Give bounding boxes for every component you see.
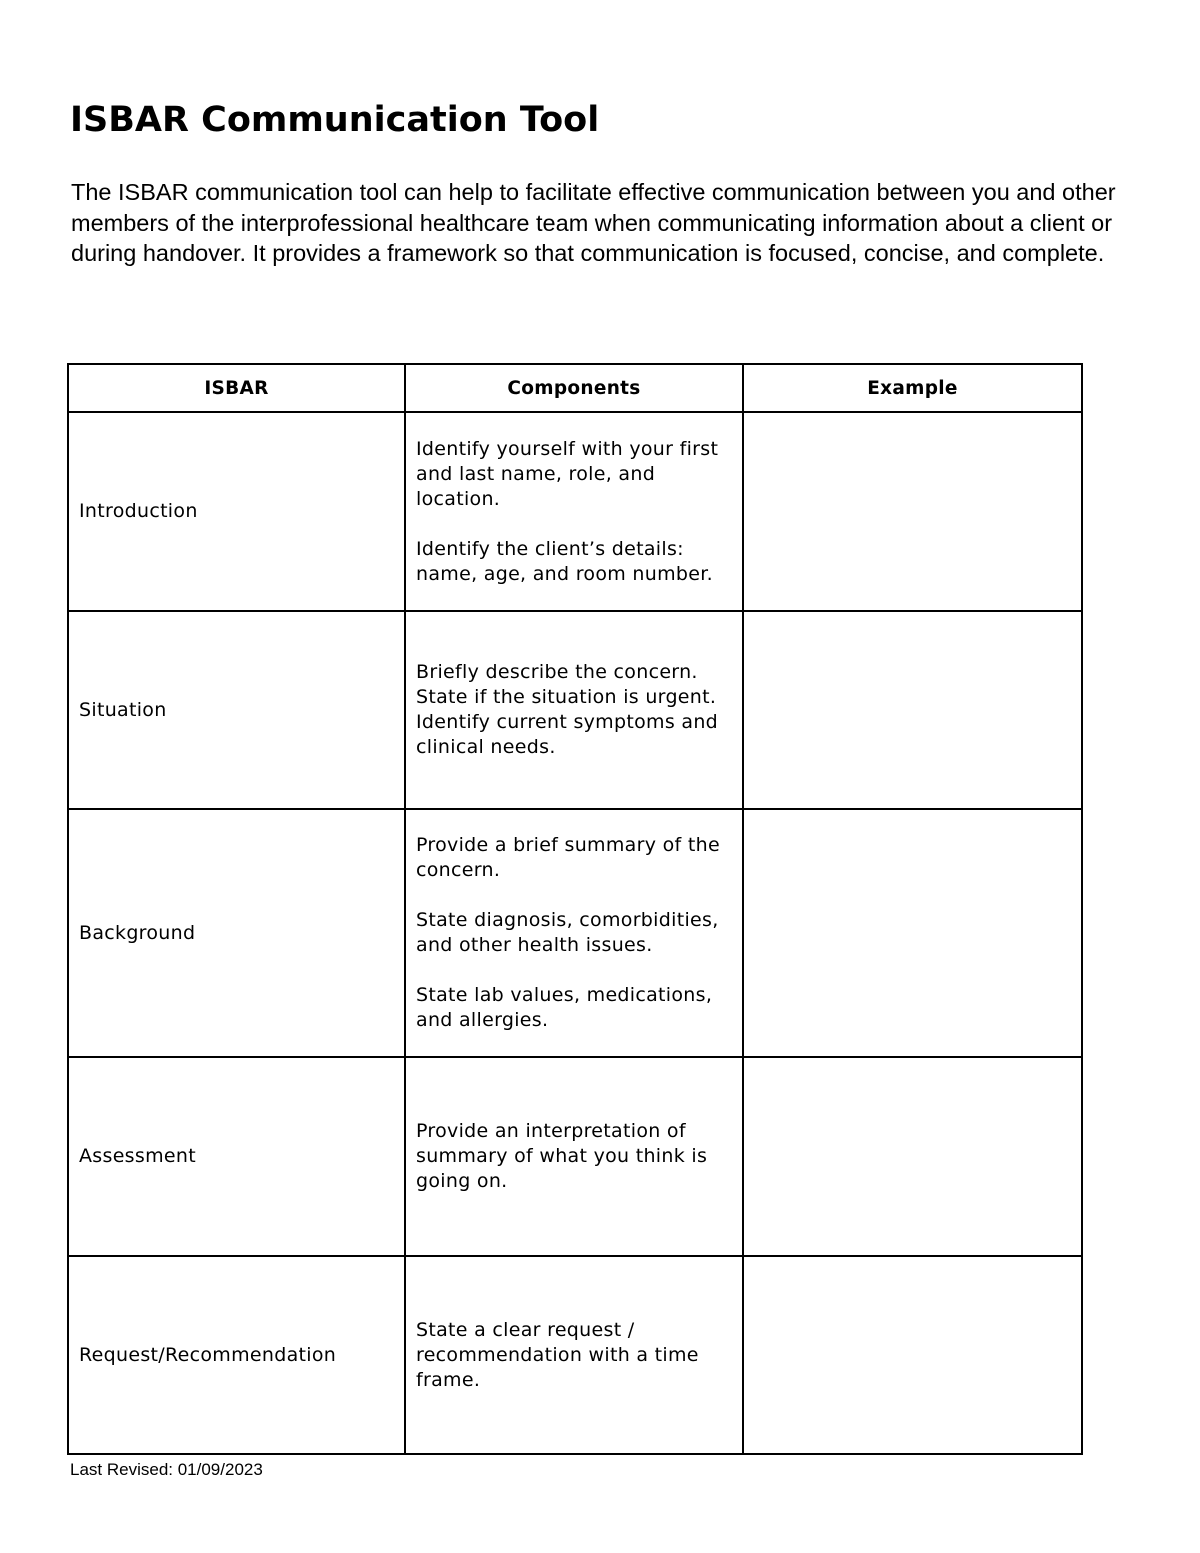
row-components <box>405 611 743 809</box>
table-row-assessment <box>68 1057 1082 1256</box>
component-text: Provide a brief summary of the concern. <box>416 834 720 881</box>
row-label: Introduction <box>68 412 405 611</box>
example-cell[interactable] <box>743 1057 1082 1256</box>
row-label: Situation <box>68 611 405 809</box>
table-row-situation <box>68 611 1082 809</box>
table-row-background <box>68 809 1082 1057</box>
example-cell[interactable] <box>743 1256 1082 1454</box>
component-text: State lab values, medications, and allergies. <box>416 984 713 1031</box>
header-components: Components <box>405 364 743 412</box>
example-cell[interactable] <box>743 611 1082 809</box>
header-example: Example <box>743 364 1082 412</box>
last-revised-footer: Last Revised: 01/09/2023 <box>70 1460 263 1479</box>
row-label: Assessment <box>68 1057 405 1256</box>
isbar-table <box>67 363 1083 1455</box>
component-text: Provide an interpretation of summary of what you think is going on. <box>416 1120 708 1192</box>
row-components <box>405 412 743 611</box>
table-row-request-recommendation <box>68 1256 1082 1454</box>
component-text: Identify the client’s details: name, age, and room number. <box>416 537 713 585</box>
example-cell[interactable] <box>743 412 1082 611</box>
example-cell[interactable] <box>743 809 1082 1057</box>
table-header-row <box>68 364 1082 412</box>
table-row-introduction <box>68 412 1082 611</box>
component-text: State a clear request / recommendation with a time frame. <box>416 1318 699 1391</box>
row-label: Request/Recommendation <box>68 1256 405 1454</box>
component-text: Identify current symptoms and clinical needs. <box>416 711 719 758</box>
row-components <box>405 809 743 1057</box>
row-label: Background <box>68 809 405 1057</box>
page-title: ISBAR Communication Tool <box>70 100 600 140</box>
component-text: State if the situation is urgent. <box>416 686 717 708</box>
component-text: State diagnosis, comorbidities, and other health issues. <box>416 909 719 956</box>
row-components <box>405 1256 743 1454</box>
component-text: Identify yourself with your first and last name, role, and location. <box>416 437 719 510</box>
header-isbar: ISBAR <box>68 364 405 412</box>
component-text: Briefly describe the concern. <box>416 661 698 683</box>
row-components <box>405 1057 743 1256</box>
intro-paragraph: The ISBAR communication tool can help to facilitate effective communication between you and other members of the interprofessional healthcare team when communicating information about a client or during handover. It provides a framework so that communication is focused, concise, and complete. <box>71 179 1116 266</box>
